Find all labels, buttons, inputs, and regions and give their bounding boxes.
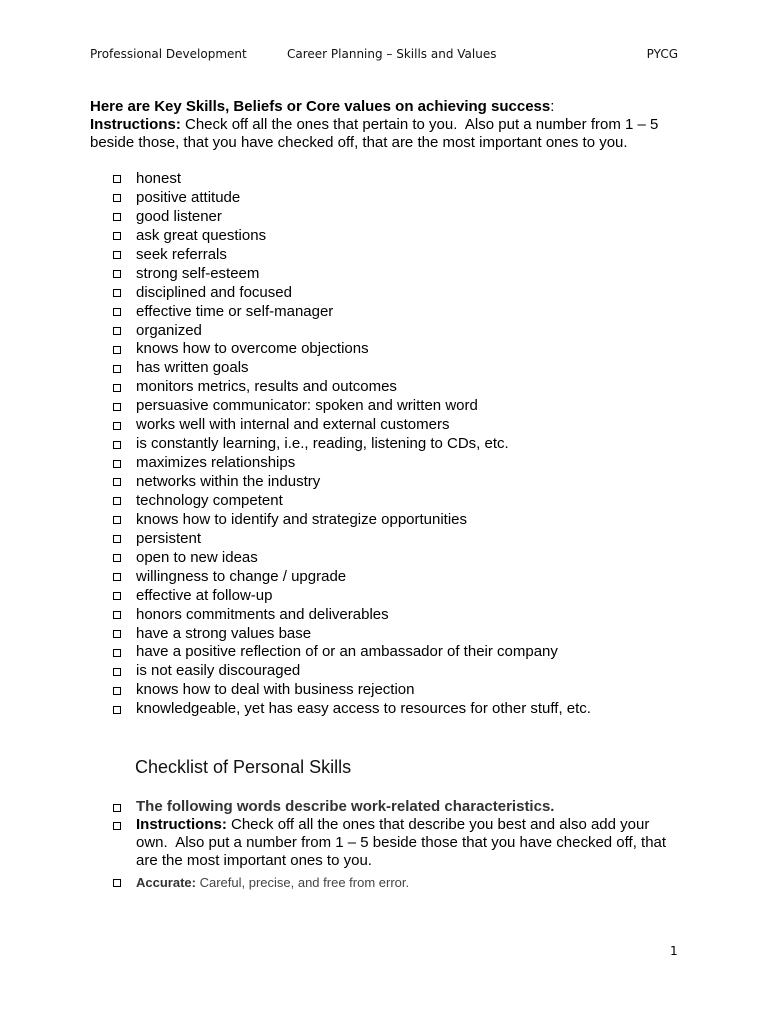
checkbox-icon[interactable] (113, 630, 121, 638)
skill-label: monitors metrics, results and outcomes (136, 378, 397, 396)
list-item (108, 798, 688, 816)
list-item (108, 435, 591, 454)
skill-label: open to new ideas (136, 548, 258, 566)
checkbox-icon[interactable] (113, 822, 121, 830)
header-right: PYCG (646, 47, 678, 61)
checkbox-icon[interactable] (113, 554, 121, 562)
skills-checklist (108, 170, 591, 719)
skill-label: knows how to deal with business rejection (136, 681, 415, 699)
intro-heading-text: Here are Key Skills, Beliefs or Core values on achieving success (90, 98, 551, 115)
checkbox-icon[interactable] (113, 289, 121, 297)
accurate-text: Careful, precise, and free from error. (195, 875, 410, 890)
checkbox-icon[interactable] (113, 535, 121, 543)
checkbox-icon[interactable] (113, 327, 121, 335)
skill-label: knows how to identify and strategize opportunities (136, 510, 468, 528)
list-item (108, 189, 591, 208)
skill-label: organized (136, 321, 202, 339)
accurate-item (136, 874, 681, 892)
checkbox-icon[interactable] (113, 592, 121, 600)
checkbox-icon[interactable] (113, 308, 121, 316)
checkbox-icon[interactable] (113, 573, 121, 581)
list-item (108, 340, 591, 359)
section-title: Checklist of Personal Skills (135, 757, 352, 777)
list-item (108, 454, 591, 473)
list-item (108, 549, 591, 568)
list-item (108, 530, 591, 549)
checkbox-icon[interactable] (113, 804, 121, 812)
list-item (108, 246, 591, 265)
intro-instructions (90, 116, 690, 152)
checkbox-icon[interactable] (113, 706, 121, 714)
page-header (90, 47, 678, 65)
checkbox-icon[interactable] (113, 403, 121, 411)
skill-label: honors commitments and deliverables (136, 605, 389, 623)
characteristics-intro: The following words describe work-related characteristics. (136, 798, 555, 815)
skill-label: has written goals (136, 359, 249, 377)
checkbox-icon[interactable] (113, 232, 121, 240)
skill-label: strong self-esteem (136, 264, 260, 282)
checkbox-icon[interactable] (113, 497, 121, 505)
skill-label: good listener (136, 207, 222, 225)
skill-label: persuasive communicator: spoken and written word (136, 397, 478, 415)
intro-block (90, 98, 690, 152)
skill-label: honest (136, 170, 182, 187)
skill-label: is constantly learning, i.e., reading, listening to CDs, etc. (136, 435, 509, 453)
list-item (108, 208, 591, 227)
skill-label: works well with internal and external customers (136, 416, 450, 434)
checkbox-icon[interactable] (113, 611, 121, 619)
skill-label: have a positive reflection of or an ambassador of their company (136, 643, 558, 661)
list-item (108, 816, 688, 870)
skill-label: effective time or self-manager (136, 302, 334, 320)
list-item (108, 284, 591, 303)
list-item (108, 303, 591, 322)
list-item (108, 397, 591, 416)
instructions-text: Check off all the ones that describe you best and also add your own. Also put a number from 1 – 5 beside those that you have checked off, that are the most important ones to you. (136, 816, 671, 869)
intro-heading-colon: : (550, 98, 555, 115)
checkbox-icon[interactable] (113, 460, 121, 468)
checkbox-icon[interactable] (113, 175, 121, 183)
checkbox-icon[interactable] (113, 478, 121, 486)
list-item (108, 378, 591, 397)
checkbox-icon[interactable] (113, 251, 121, 259)
list-item (108, 568, 591, 587)
checkbox-icon[interactable] (113, 213, 121, 221)
skill-label: networks within the industry (136, 473, 321, 490)
page-number: 1 (670, 944, 678, 958)
instructions-label: Instructions: (90, 116, 181, 133)
checkbox-icon[interactable] (113, 441, 121, 449)
list-item (108, 587, 591, 606)
list-item (108, 359, 591, 378)
list-item (108, 606, 591, 625)
list-item (108, 170, 591, 189)
checkbox-icon[interactable] (113, 270, 121, 278)
list-item (108, 681, 591, 700)
header-left: Professional Development (90, 47, 247, 61)
checkbox-icon[interactable] (113, 384, 121, 392)
skill-label: knowledgeable, yet has easy access to resources for other stuff, etc. (136, 700, 591, 718)
list-item (108, 227, 591, 246)
list-item (108, 322, 591, 341)
list-item (108, 511, 591, 530)
list-item (108, 643, 591, 662)
skill-label: positive attitude (136, 188, 241, 206)
skill-label: willingness to change / upgrade (136, 567, 347, 585)
skill-label: seek referrals (136, 245, 227, 263)
list-item (108, 265, 591, 284)
accurate-label: Accurate: (136, 875, 196, 890)
list-item (108, 492, 591, 511)
checklist-instructions (136, 816, 681, 870)
checkbox-icon[interactable] (113, 516, 121, 524)
skill-label: maximizes relationships (136, 454, 296, 472)
instructions-label: Instructions: (136, 816, 227, 833)
checkbox-icon[interactable] (113, 422, 121, 430)
checkbox-icon[interactable] (113, 668, 121, 676)
header-center: Career Planning – Skills and Values (287, 47, 497, 61)
skill-label: effective at follow-up (136, 586, 273, 604)
skill-label: ask great questions (136, 226, 267, 244)
skill-label: persistent (136, 529, 202, 547)
list-item (108, 874, 688, 892)
checkbox-icon[interactable] (113, 649, 121, 657)
list-item (108, 625, 591, 644)
checkbox-icon[interactable] (113, 365, 121, 373)
list-item (108, 416, 591, 435)
personal-skills-list (108, 798, 688, 892)
checkbox-icon[interactable] (113, 346, 121, 354)
skill-label: technology competent (136, 491, 283, 509)
list-item (108, 662, 591, 681)
intro-heading (90, 98, 690, 116)
skill-label: is not easily discouraged (136, 662, 301, 680)
list-item (108, 700, 591, 719)
checkbox-icon[interactable] (113, 687, 121, 695)
instructions-text: Check off all the ones that pertain to you. Also put a number from 1 – 5 beside those, that you have checked off, that are the most important ones to you. (90, 116, 663, 151)
list-item (108, 473, 591, 492)
skill-label: have a strong values base (136, 624, 312, 642)
checkbox-icon[interactable] (113, 879, 121, 887)
skill-label: disciplined and focused (136, 283, 292, 301)
checkbox-icon[interactable] (113, 194, 121, 202)
skill-label: knows how to overcome objections (136, 340, 369, 358)
